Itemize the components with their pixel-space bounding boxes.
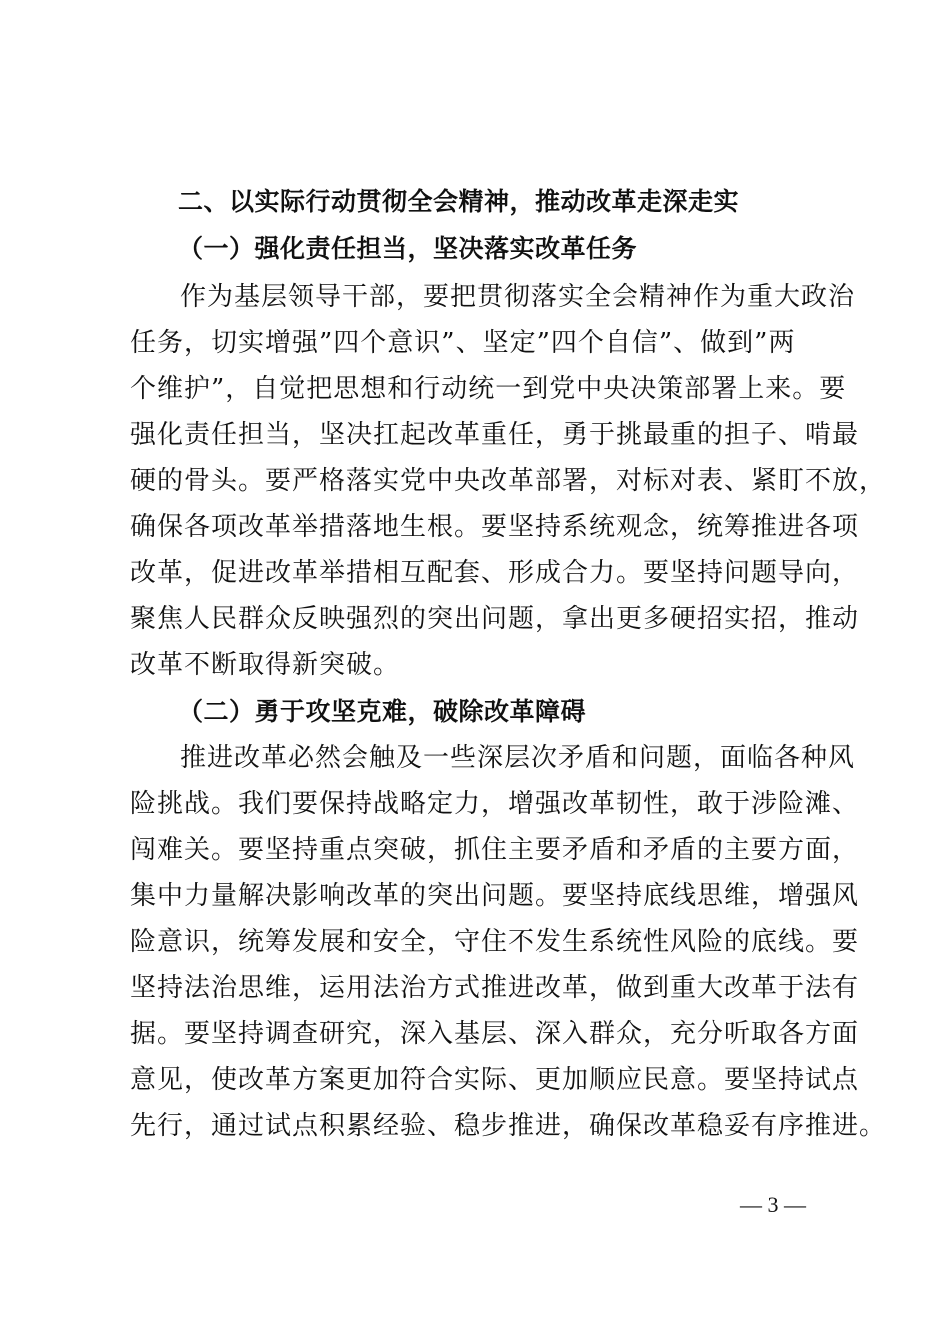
paragraph-line: 先行，通过试点积累经验、稳步推进，确保改革稳妥有序推进。 — [130, 1111, 887, 1141]
paragraph-line: 作为基层领导干部，要把贯彻落实全会精神作为重大政治 — [180, 282, 856, 312]
paragraph-line: 改革不断取得新突破。 — [130, 650, 401, 680]
paragraph-line: 意见，使改革方案更加符合实际、更加顺应民意。要坚持试点 — [130, 1065, 860, 1095]
subsection-title-2: （二）勇于攻坚克难，破除改革障碍 — [178, 697, 587, 726]
paragraph-line: 确保各项改革举措落地生根。要坚持系统观念，统筹推进各项 — [130, 512, 860, 542]
subsection-title-1: （一）强化责任担当，坚决落实改革任务 — [178, 234, 638, 263]
paragraph-line: 险挑战。我们要保持战略定力，增强改革韧性，敢于涉险滩、 — [130, 789, 860, 819]
paragraph-line: 硬的骨头。要严格落实党中央改革部署，对标对表、紧盯不放， — [130, 466, 887, 496]
paragraph-line: 推进改革必然会触及一些深层次矛盾和问题，面临各种风 — [180, 743, 856, 773]
page-number: — 3 — — [740, 1192, 806, 1217]
paragraph-line: 集中力量解决影响改革的突出问题。要坚持底线思维，增强风 — [130, 881, 860, 911]
paragraph-line: 任务，切实增强”四个意识”、坚定”四个自信”、做到”两 — [130, 328, 796, 358]
paragraph-line: 险意识，统筹发展和安全，守住不发生系统性风险的底线。要 — [130, 927, 860, 957]
paragraph-line: 聚焦人民群众反映强烈的突出问题，拿出更多硬招实招，推动 — [130, 604, 860, 634]
paragraph-line: 据。要坚持调查研究，深入基层、深入群众，充分听取各方面 — [130, 1019, 860, 1049]
paragraph-line: 闯难关。要坚持重点突破，抓住主要矛盾和矛盾的主要方面， — [130, 835, 860, 865]
paragraph-line: 强化责任担当，坚决扛起改革重任，勇于挑最重的担子、啃最 — [130, 420, 860, 450]
paragraph-line: 改革，促进改革举措相互配套、形成合力。要坚持问题导向， — [130, 558, 860, 588]
paragraph-line: 个维护”，自觉把思想和行动统一到党中央决策部署上来。要 — [130, 374, 847, 404]
section-heading: 二、以实际行动贯彻全会精神，推动改革走深走实 — [178, 187, 740, 216]
paragraph-line: 坚持法治思维，运用法治方式推进改革，做到重大改革于法有 — [130, 973, 860, 1003]
